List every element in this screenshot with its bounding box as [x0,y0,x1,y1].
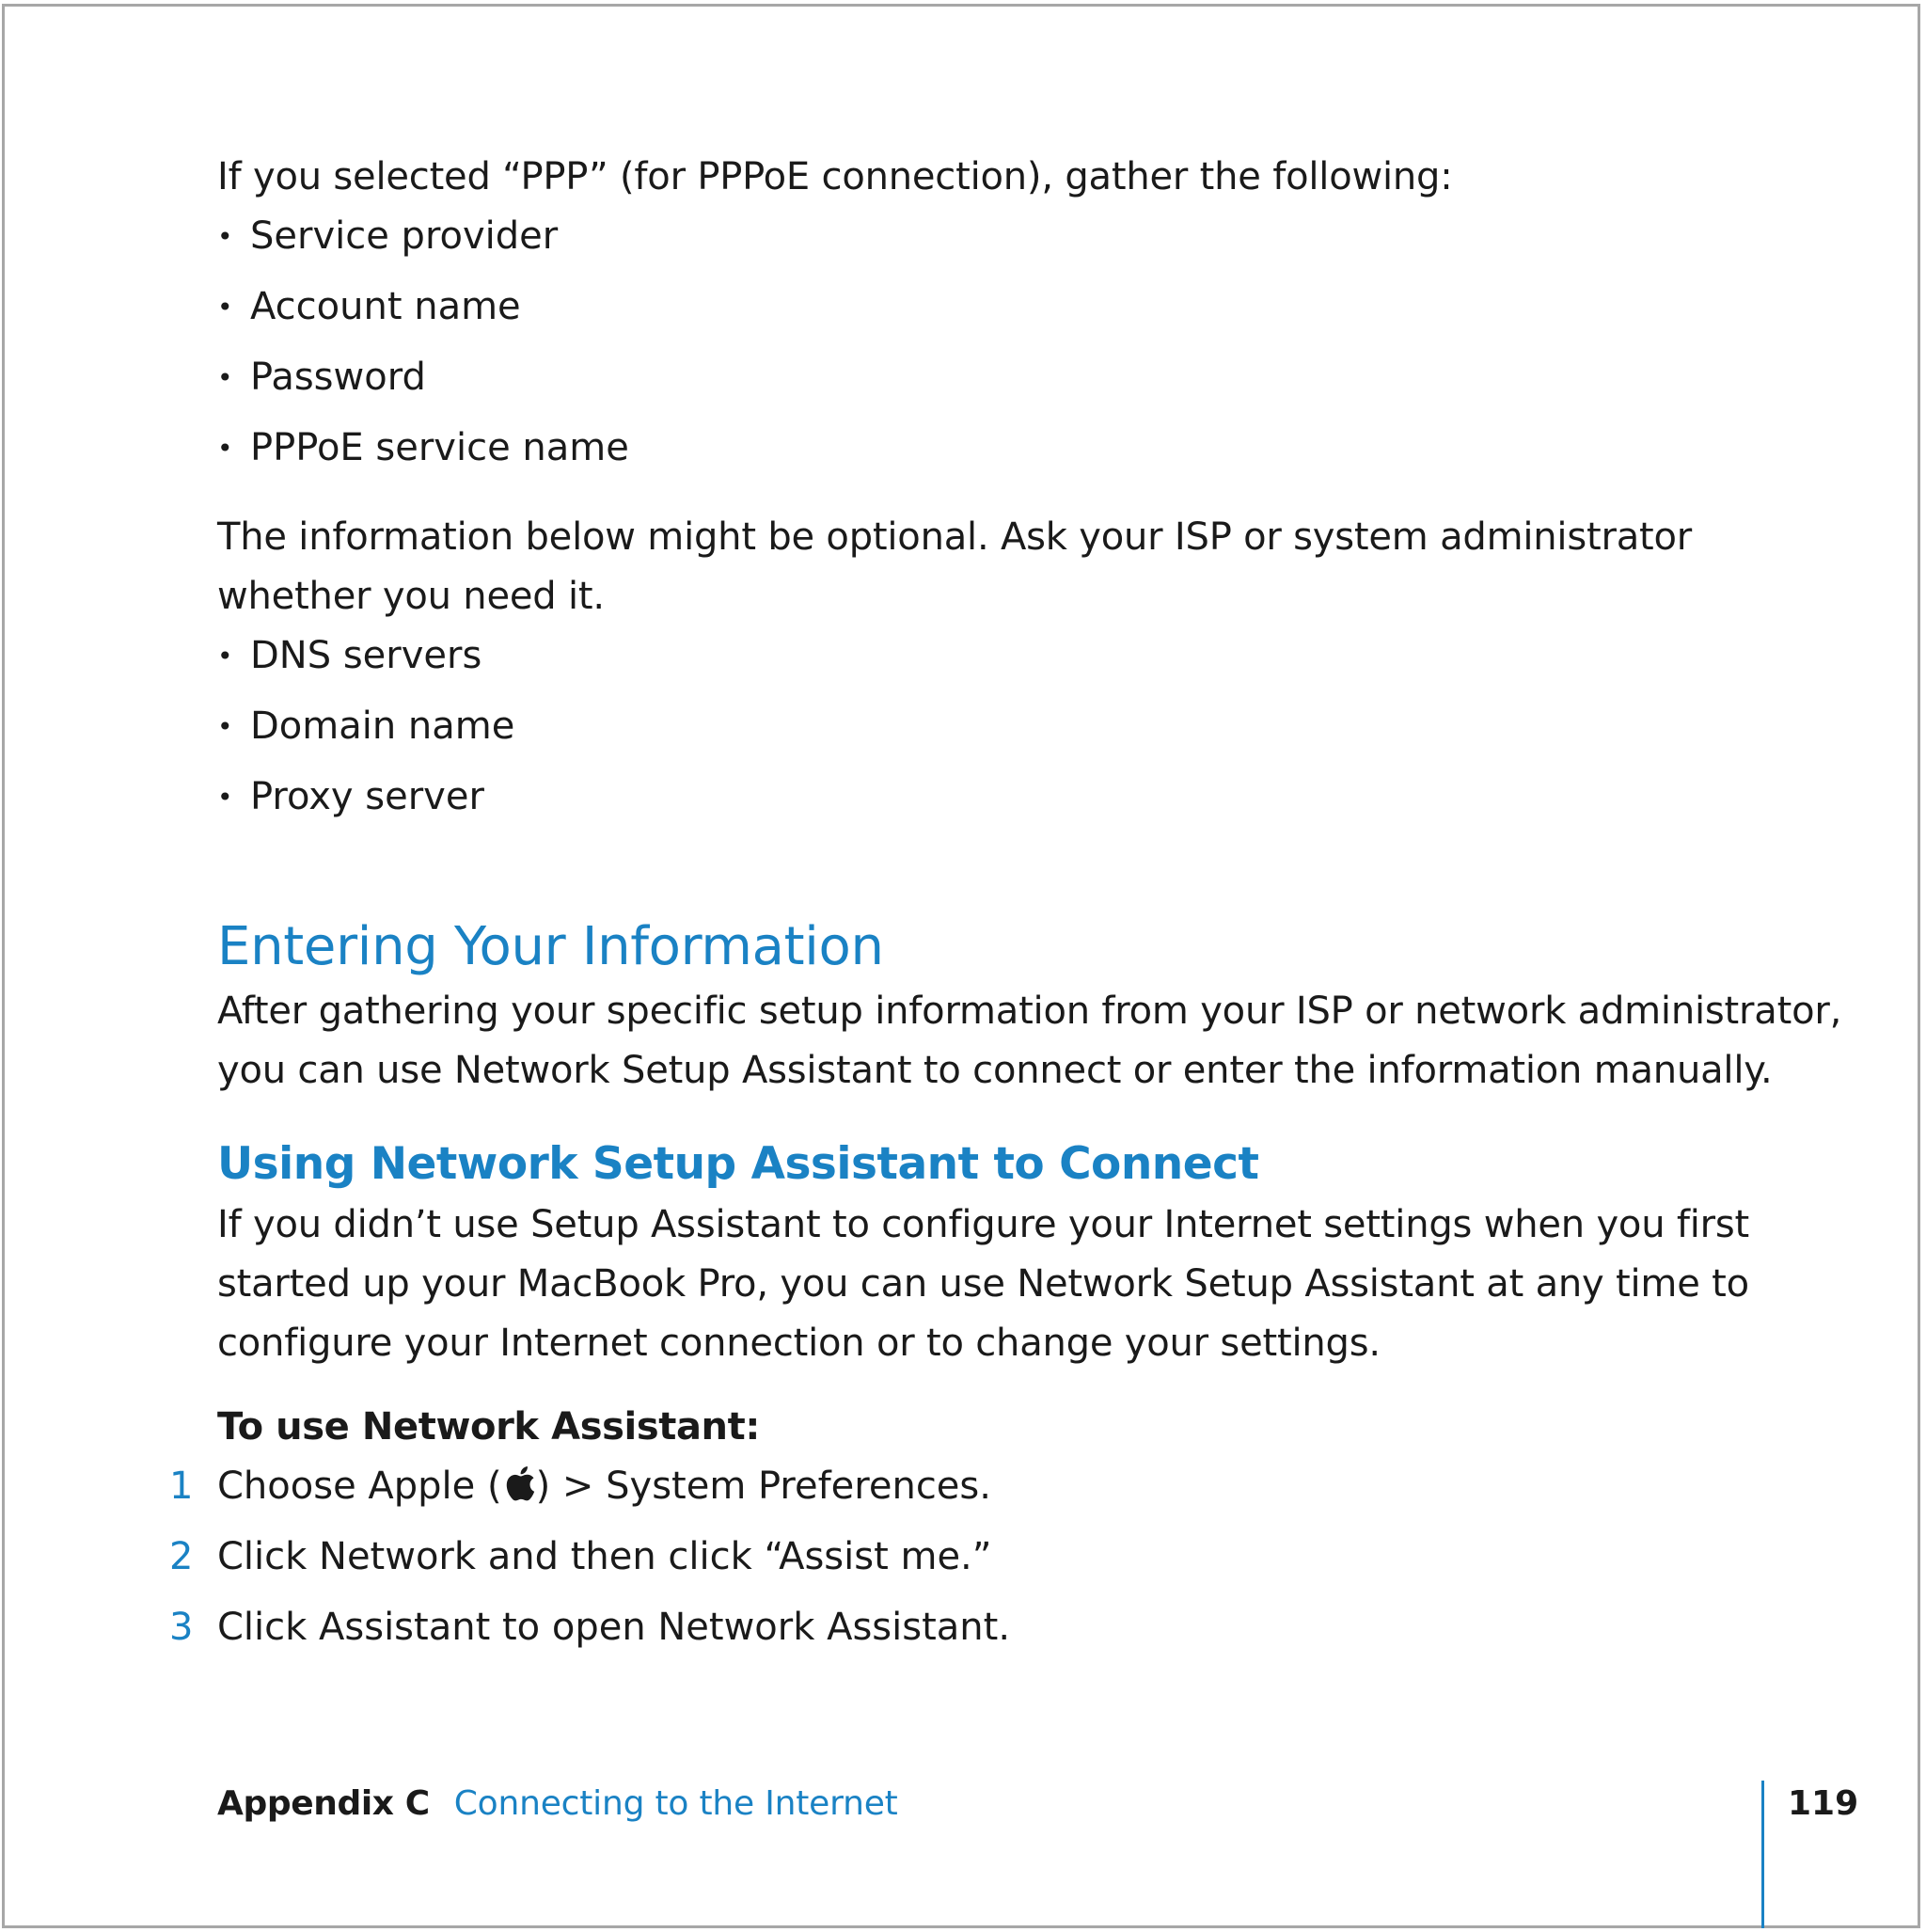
list-item-text: DNS servers [250,634,482,677]
step-number: 2 [169,1535,194,1578]
optional-list [217,626,514,838]
assistant-line-3: configure your Internet connection or to change your settings. [217,1322,1381,1365]
footer-appendix: Appendix C [217,1784,430,1823]
list-item-text: Password [250,356,426,399]
list-item [217,419,629,489]
apple-logo-icon [502,1465,536,1502]
entering-line-2: you can use Network Setup Assistant to connect or enter the information manually. [217,1049,1773,1092]
bullet-icon: • [217,782,233,813]
list-item [217,207,629,277]
subsection-heading-assistant: Using Network Setup Assistant to Connect [217,1138,1259,1190]
step-text: Click Assistant to open Network Assistant. [217,1606,1011,1649]
step-item [169,1457,1010,1528]
list-item [217,697,514,768]
list-item-text: Proxy server [250,775,484,818]
step-item [169,1528,1010,1598]
list-item [217,768,514,838]
page-footer [217,1781,898,1828]
footer-chapter-link[interactable]: Connecting to the Internet [453,1784,898,1823]
list-item-text: Service provider [250,214,559,258]
footer-divider [1761,1781,1764,1928]
list-item-text: PPPoE service name [250,426,629,469]
bullet-icon: • [217,433,233,464]
page-number: 119 [1788,1784,1859,1823]
task-label: To use Network Assistant: [217,1405,760,1449]
list-item [217,277,629,348]
assistant-line-2: started up your MacBook Pro, you can use Network Setup Assistant at any time to [217,1262,1749,1306]
bullet-icon: • [217,711,233,742]
step-text: Click Network and then click “Assist me.” [217,1535,992,1578]
bullet-icon: • [217,641,233,672]
step-item [169,1598,1010,1669]
step-number: 1 [169,1465,194,1508]
bullet-icon: • [217,292,233,323]
list-item-text: Domain name [250,705,515,748]
steps-list [169,1457,1010,1669]
ppp-list [217,207,629,489]
list-item-text: Account name [250,285,521,328]
ppp-intro: If you selected “PPP” (for PPPoE connection), gather the following: [217,155,1453,198]
step-text-pre: Choose Apple ( [217,1465,502,1508]
bullet-icon: • [217,221,233,252]
step-text-post: ) > System Preferences. [535,1465,991,1508]
assistant-line-1: If you didn’t use Setup Assistant to configure your Internet settings when you first [217,1203,1750,1246]
step-number: 3 [169,1606,194,1649]
list-item [217,626,514,697]
optional-line-2: whether you need it. [217,575,605,618]
optional-line-1: The information below might be optional. Ask your ISP or system administrator [217,515,1693,559]
bullet-icon: • [217,362,233,393]
list-item [217,348,629,419]
entering-line-1: After gathering your specific setup information from your ISP or network administrator, [217,990,1842,1033]
section-heading-entering: Entering Your Information [217,916,884,977]
